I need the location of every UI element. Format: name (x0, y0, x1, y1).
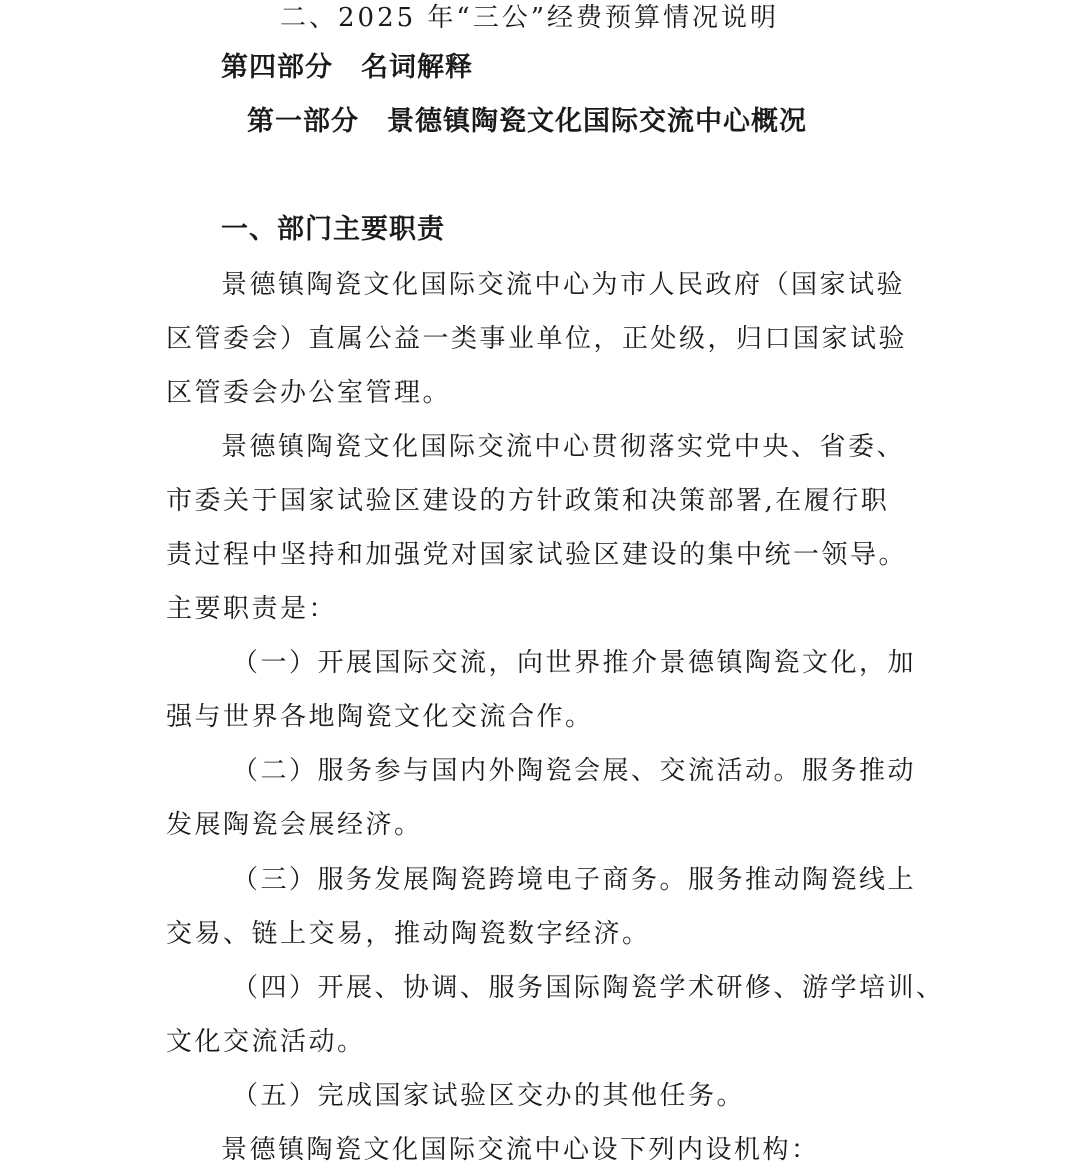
list-item-line: （四）开展、协调、服务国际陶瓷学术研修、游学培训、 (232, 973, 945, 1003)
paragraph-line: 景德镇陶瓷文化国际交流中心设下列内设机构： (221, 1135, 820, 1165)
page-title: 第一部分 景德镇陶瓷文化国际交流中心概况 (247, 106, 807, 137)
paragraph-line: 区管委会办公室管理。 (166, 378, 452, 408)
list-item-line: 强与世界各地陶瓷文化交流合作。 (166, 702, 594, 732)
section-heading: 一、部门主要职责 (221, 214, 445, 245)
paragraph-line: 责过程中坚持和加强党对国家试验区建设的集中统一领导。 (166, 540, 908, 570)
list-item-line: （五）完成国家试验区交办的其他任务。 (232, 1081, 746, 1111)
paragraph-line: 区管委会）直属公益一类事业单位，正处级，归口国家试验 (166, 324, 908, 354)
list-item-line: （二）服务参与国内外陶瓷会展、交流活动。服务推动 (232, 756, 917, 786)
paragraph-line: 景德镇陶瓷文化国际交流中心为市人民政府（国家试验 (221, 270, 906, 300)
list-item-line: 发展陶瓷会展经济。 (166, 810, 423, 840)
list-item-line: 文化交流活动。 (166, 1027, 366, 1057)
list-item-line: 交易、链上交易，推动陶瓷数字经济。 (166, 919, 651, 949)
paragraph-line: 景德镇陶瓷文化国际交流中心贯彻落实党中央、省委、 (221, 432, 906, 462)
toc-item-part4: 第四部分 名词解释 (221, 52, 473, 83)
toc-item-sangong: 二、2025 年“三公”经费预算情况说明 (280, 3, 780, 33)
list-item-line: （三）服务发展陶瓷跨境电子商务。服务推动陶瓷线上 (232, 865, 917, 895)
list-item-line: （一）开展国际交流，向世界推介景德镇陶瓷文化，加 (232, 648, 917, 678)
paragraph-line: 市委关于国家试验区建设的方针政策和决策部署,在履行职 (166, 486, 890, 516)
paragraph-line: 主要职责是： (166, 594, 338, 624)
